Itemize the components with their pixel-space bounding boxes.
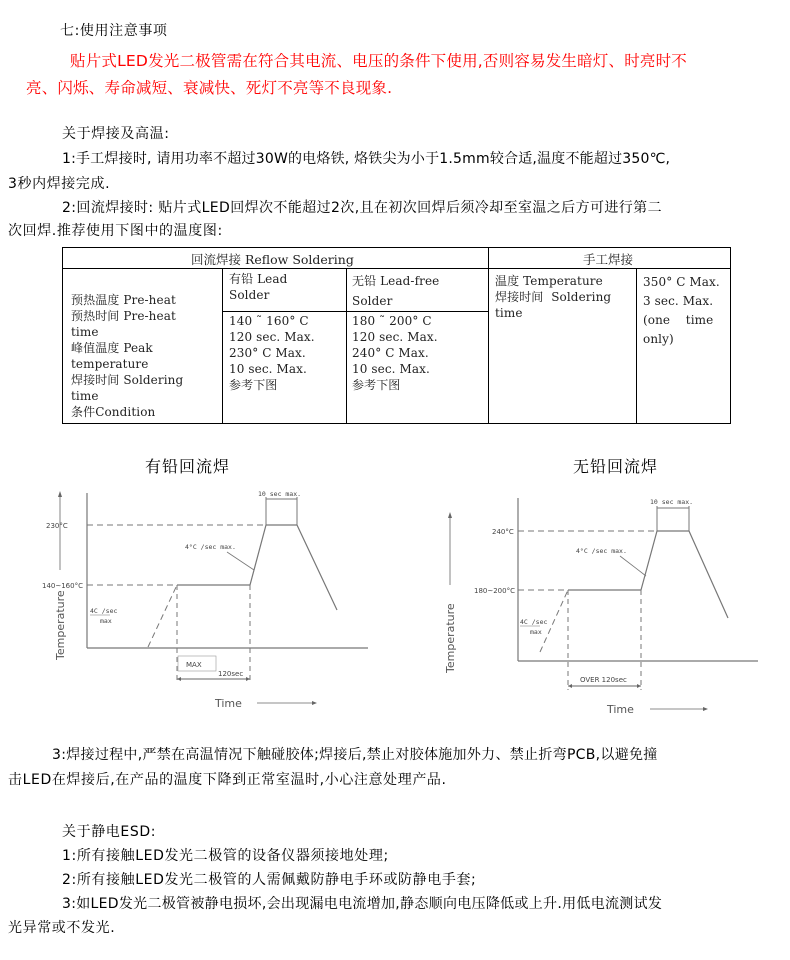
peak-duration-label: 10 sec max.	[650, 498, 694, 506]
row-label: 焊接时间 Soldering	[71, 373, 184, 387]
warning-text-line1: 贴片式LED发光二极管需在符合其电流、电压的条件下使用,否则容易发生暗灯、时亮时不	[70, 52, 687, 70]
soldering-heading: 关于焊接及高温:	[62, 126, 170, 142]
table-divider	[63, 268, 730, 269]
ramp1-label-b: max	[530, 628, 542, 636]
y-tick-preheat: 180~200°C	[474, 587, 515, 595]
soldering-item2-line2: 次回焊.推荐使用下图中的温度图:	[8, 223, 223, 239]
table-divider	[346, 269, 347, 423]
leadfree-value: 120 sec. Max.	[352, 330, 438, 344]
manual-value: only)	[643, 332, 674, 346]
row-label: 预热温度 Pre-heat	[71, 293, 176, 307]
manual-label: 温度 Temperature	[495, 274, 603, 288]
y-tick-preheat: 140~160°C	[42, 582, 83, 590]
row-label: temperature	[71, 357, 149, 371]
lead-value: 140 ˜ 160° C	[229, 314, 309, 328]
lead-title-line1: 有铅 Lead	[229, 272, 288, 286]
y-axis-label: Temperature	[444, 603, 457, 673]
row-label: time	[71, 325, 99, 339]
leadfree-value: 参考下图	[352, 378, 401, 392]
soldering-item1-line2: 3秒内焊接完成.	[8, 176, 111, 192]
leadfree-value: 180 ˜ 200° C	[352, 314, 432, 328]
soldering-item3-line1: 3:焊接过程中,严禁在高温情况下触碰胶体;焊接后,禁止对胶体施加外力、禁止折弯PCB,以避免撞	[52, 747, 658, 763]
ramp-rate-label: 4°C /sec max.	[185, 543, 236, 551]
esd-item3-line2: 光异常或不发光.	[8, 920, 116, 936]
leadfree-title-line1: 无铅 Lead-free	[352, 274, 440, 288]
esd-item1: 1:所有接触LED发光二极管的设备仪器须接地处理;	[62, 848, 389, 864]
leadfree-value: 240° C Max.	[352, 346, 429, 360]
leadfree-title-line2: Solder	[352, 294, 393, 308]
ramp1-label-a: 4C /sec	[90, 607, 118, 615]
y-tick-peak: 230°C	[46, 522, 68, 530]
manual-label: time	[495, 306, 523, 320]
row-label: 条件Condition	[71, 405, 156, 419]
lead-value: 参考下图	[229, 378, 278, 392]
section-title: 七:使用注意事项	[60, 23, 168, 39]
peak-duration-label: 10 sec max.	[258, 490, 302, 498]
table-divider	[222, 311, 488, 312]
row-label: 预热时间 Pre-heat	[71, 309, 176, 323]
chart-title-leadfree: 无铅回流焊	[573, 457, 659, 476]
x-axis-label: Time	[215, 697, 242, 710]
lead-value: 230° C Max.	[229, 346, 306, 360]
lead-value: 10 sec. Max.	[229, 362, 307, 376]
duration-label-a: MAX	[186, 661, 202, 669]
header-manual: 手工焊接	[583, 252, 634, 267]
lead-values	[229, 313, 315, 393]
header-reflow: 回流焊接 Reflow Soldering	[191, 252, 354, 267]
esd-item3-line1: 3:如LED发光二极管被静电损坏,会出现漏电电流增加,静态顺向电压降低或上升.用低电流测试发	[62, 896, 663, 912]
soldering-item2-line1: 2:回流焊接时: 贴片式LED回焊次不能超过2次,且在初次回焊后须冷却至室温之后方可进行第二	[62, 200, 662, 216]
lead-value: 120 sec. Max.	[229, 330, 315, 344]
manual-labels	[495, 273, 611, 321]
manual-value: 3 sec. Max.	[643, 294, 714, 308]
manual-label: 焊接时间 Soldering	[495, 290, 612, 304]
chart-title-lead: 有铅回流焊	[145, 457, 231, 476]
manual-values	[643, 273, 720, 349]
lead-title-line2: Solder	[229, 288, 270, 302]
soldering-item3-line2: 击LED在焊接后,在产品的温度下降到正常室温时,小心注意处理产品.	[8, 772, 447, 788]
warning-text-line2: 亮、闪烁、寿命减短、衰减快、死灯不亮等不良现象.	[26, 79, 393, 97]
table-divider	[488, 248, 489, 423]
ramp-rate-label: 4°C /sec max.	[576, 547, 627, 555]
ramp1-label-b: max	[100, 617, 112, 625]
y-axis-label: Temperature	[54, 590, 67, 660]
table-divider	[222, 269, 223, 423]
reflow-chart-leadfree	[430, 490, 780, 725]
row-label: 峰值温度 Peak	[71, 341, 153, 355]
row-labels	[71, 292, 183, 420]
x-axis-label: Time	[607, 703, 634, 716]
esd-item2: 2:所有接触LED发光二极管的人需佩戴防静电手环或防静电手套;	[62, 872, 477, 888]
reflow-spec-table	[62, 247, 731, 424]
duration-label-b: 120sec	[218, 670, 244, 678]
reflow-chart-lead	[40, 485, 380, 725]
leadfree-value: 10 sec. Max.	[352, 362, 430, 376]
y-tick-peak: 240°C	[492, 528, 514, 536]
leadfree-values	[352, 313, 438, 393]
duration-label: OVER 120sec	[580, 676, 627, 684]
esd-heading: 关于静电ESD:	[62, 824, 157, 840]
table-divider	[636, 269, 637, 423]
manual-value: (one time	[643, 313, 714, 327]
ramp1-label-a: 4C /sec	[520, 618, 548, 626]
manual-value: 350° C Max.	[643, 275, 720, 289]
soldering-item1-line1: 1:手工焊接时, 请用功率不超过30W的电烙铁, 烙铁尖为小于1.5mm较合适,温度不能超过350℃,	[62, 151, 671, 167]
row-label: time	[71, 389, 99, 403]
